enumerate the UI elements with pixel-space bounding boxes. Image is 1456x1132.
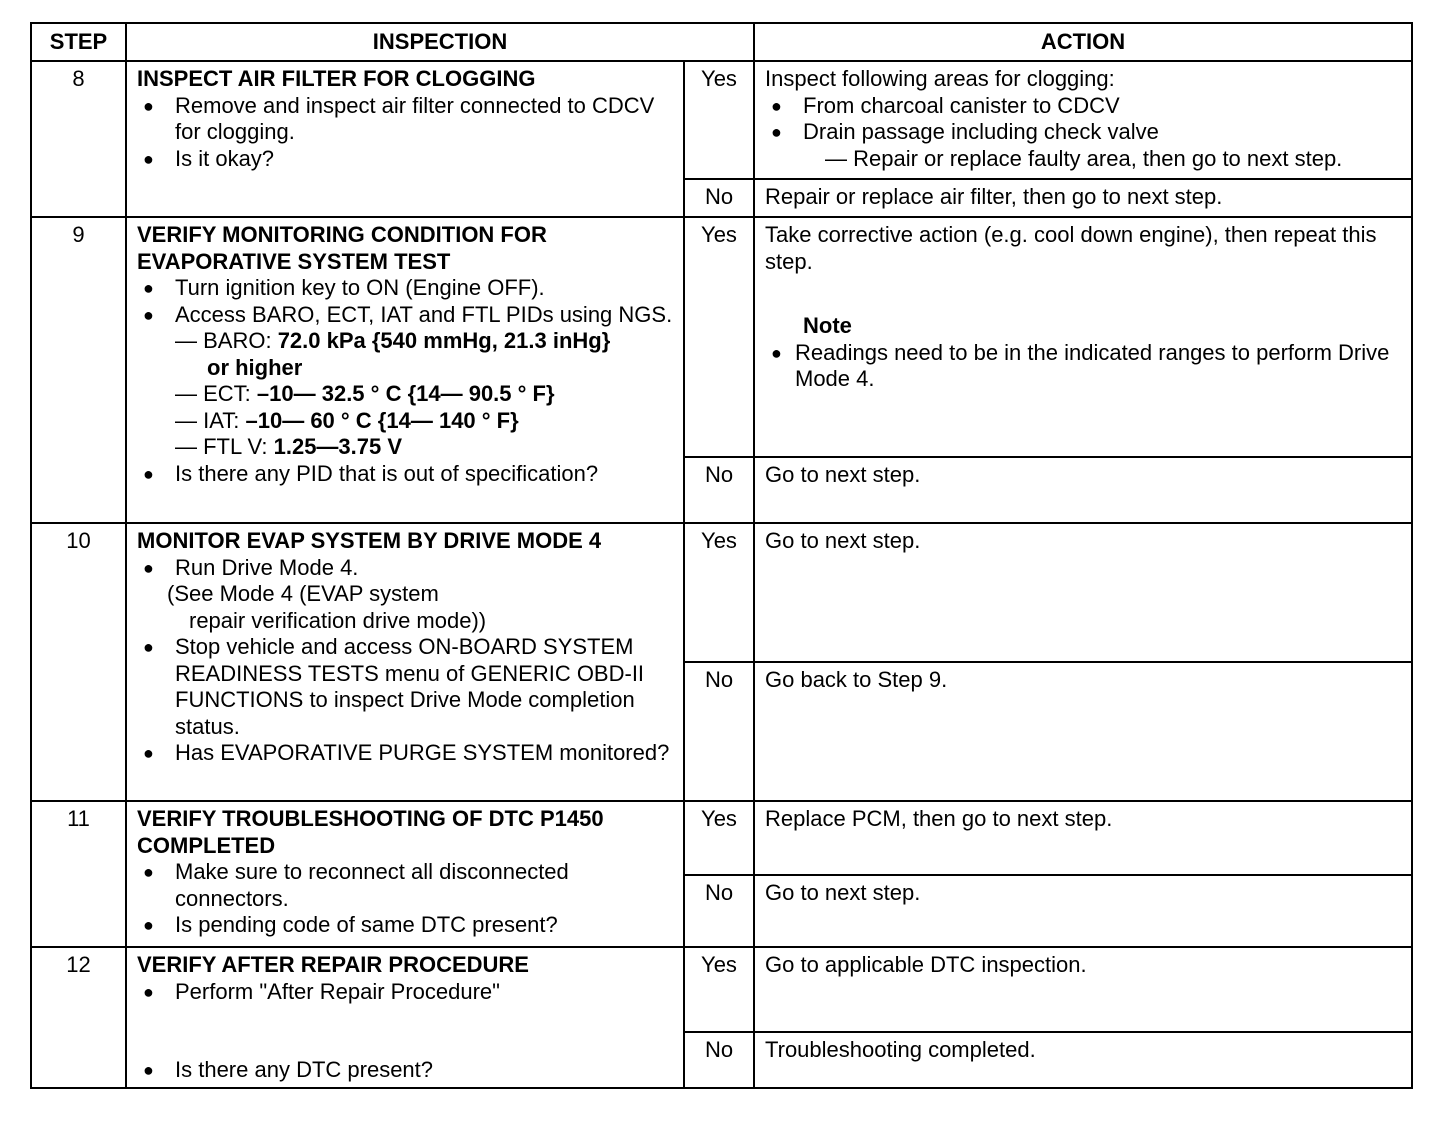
inspection-cell [126,523,684,801]
no-label: No [684,662,754,801]
spec-iat [137,408,675,435]
inspection-bullet: ● Is there any PID that is out of specification? [137,461,675,488]
spec-ftl [137,434,675,461]
no-action: Repair or replace air filter, then go to next step. [754,179,1412,217]
yes-action: Replace PCM, then go to next step. [754,801,1412,875]
note-block [765,313,1403,393]
yes-action: Go to next step. [754,523,1412,662]
yes-label: Yes [684,801,754,875]
inspection-bullet: ● Stop vehicle and access ON-BOARD SYSTEM READINESS TESTS menu of GENERIC OBD-II FUNCTIONS to inspect Drive Mode completion status. [137,634,675,740]
yes-label: Yes [684,61,754,179]
spec-value: 1.25—3.75 V [273,434,403,459]
yes-label: Yes [684,523,754,662]
inspection-title: VERIFY TROUBLESHOOTING OF DTC P1450 [137,806,604,831]
table-row [31,523,1412,662]
action-bullet: ● Drain passage including check valve [765,119,1403,146]
inspection-bullet: ● Is there any DTC present? [137,1057,675,1084]
spec-label: — IAT: [175,407,246,433]
yes-action [754,61,1412,179]
inspection-bullet: ● Run Drive Mode 4. [137,555,675,582]
inspection-bullet: ● Is pending code of same DTC present? [137,912,675,939]
no-label: No [684,179,754,217]
inspection-cell [126,61,684,217]
inspection-note: (See Mode 4 (EVAP system [167,581,439,606]
inspection-title: VERIFY MONITORING CONDITION FOR [137,222,547,247]
spec-value: 72.0 kPa {540 mmHg, 21.3 inHg} [277,328,611,353]
inspection-cell [126,801,684,947]
inspection-note: repair verification drive mode)) [189,607,487,633]
inspection-bullet: ● Perform "After Repair Procedure" [137,979,675,1006]
spec-value: –10— 60 ° C {14— 140 ° F} [245,407,519,433]
spec-label: — BARO: [175,328,278,353]
header-step: STEP [31,23,126,61]
table-row [31,217,1412,457]
step-number: 9 [31,217,126,523]
spec-value: –10— 32.5 ° C {14— 90.5 ° F} [256,381,555,406]
spec-value: or higher [207,354,303,380]
step-number: 8 [31,61,126,217]
table-row [31,801,1412,875]
inspection-cell [126,217,684,523]
action-bullet: ● From charcoal canister to CDCV [765,93,1403,120]
inspection-title: EVAPORATIVE SYSTEM TEST [137,248,451,274]
inspection-bullet: ● Has EVAPORATIVE PURGE SYSTEM monitored? [137,740,675,767]
yes-action: Go to applicable DTC inspection. [754,947,1412,1032]
note-bullet: ● Readings need to be in the indicated ranges to perform Drive Mode 4. [765,340,1403,393]
inspection-title: INSPECT AIR FILTER FOR CLOGGING [137,66,536,91]
no-action: Go to next step. [754,875,1412,947]
step-number: 10 [31,523,126,801]
inspection-title: VERIFY AFTER REPAIR PROCEDURE [137,952,529,977]
action-intro: Inspect following areas for clogging: [765,66,1115,91]
header-row [31,23,1412,61]
table-row [31,947,1412,1032]
inspection-title: COMPLETED [137,832,276,858]
inspection-bullet: ● Remove and inspect air filter connected to CDCV for clogging. [137,93,675,146]
header-action: ACTION [754,23,1412,61]
yes-label: Yes [684,947,754,1032]
diagnostic-table [30,22,1413,1089]
inspection-bullet: ● Make sure to reconnect all disconnected connectors. [137,859,675,912]
inspection-bullet: ● Access BARO, ECT, IAT and FTL PIDs using NGS. [137,302,675,329]
action-text: Take corrective action (e.g. cool down engine), then repeat this step. [765,222,1377,274]
action-dash: — Repair or replace faulty area, then go to next step. [825,145,1343,171]
spec-ect [137,381,675,408]
step-number: 11 [31,801,126,947]
no-action: Go back to Step 9. [754,662,1412,801]
table-row [31,61,1412,179]
yes-label: Yes [684,217,754,457]
no-label: No [684,1032,754,1088]
spec-label: — ECT: [175,381,257,406]
inspection-bullet: ● Is it okay? [137,146,675,173]
step-number: 12 [31,947,126,1088]
inspection-cell [126,947,684,1088]
yes-action [754,217,1412,457]
no-label: No [684,457,754,523]
inspection-bullet: ● Turn ignition key to ON (Engine OFF). [137,275,675,302]
spec-label: — FTL V: [175,434,274,459]
header-inspection: INSPECTION [126,23,754,61]
inspection-title: MONITOR EVAP SYSTEM BY DRIVE MODE 4 [137,528,602,553]
no-action: Go to next step. [754,457,1412,523]
no-action: Troubleshooting completed. [754,1032,1412,1088]
no-label: No [684,875,754,947]
note-title: Note [803,313,852,338]
spec-baro [137,328,675,355]
